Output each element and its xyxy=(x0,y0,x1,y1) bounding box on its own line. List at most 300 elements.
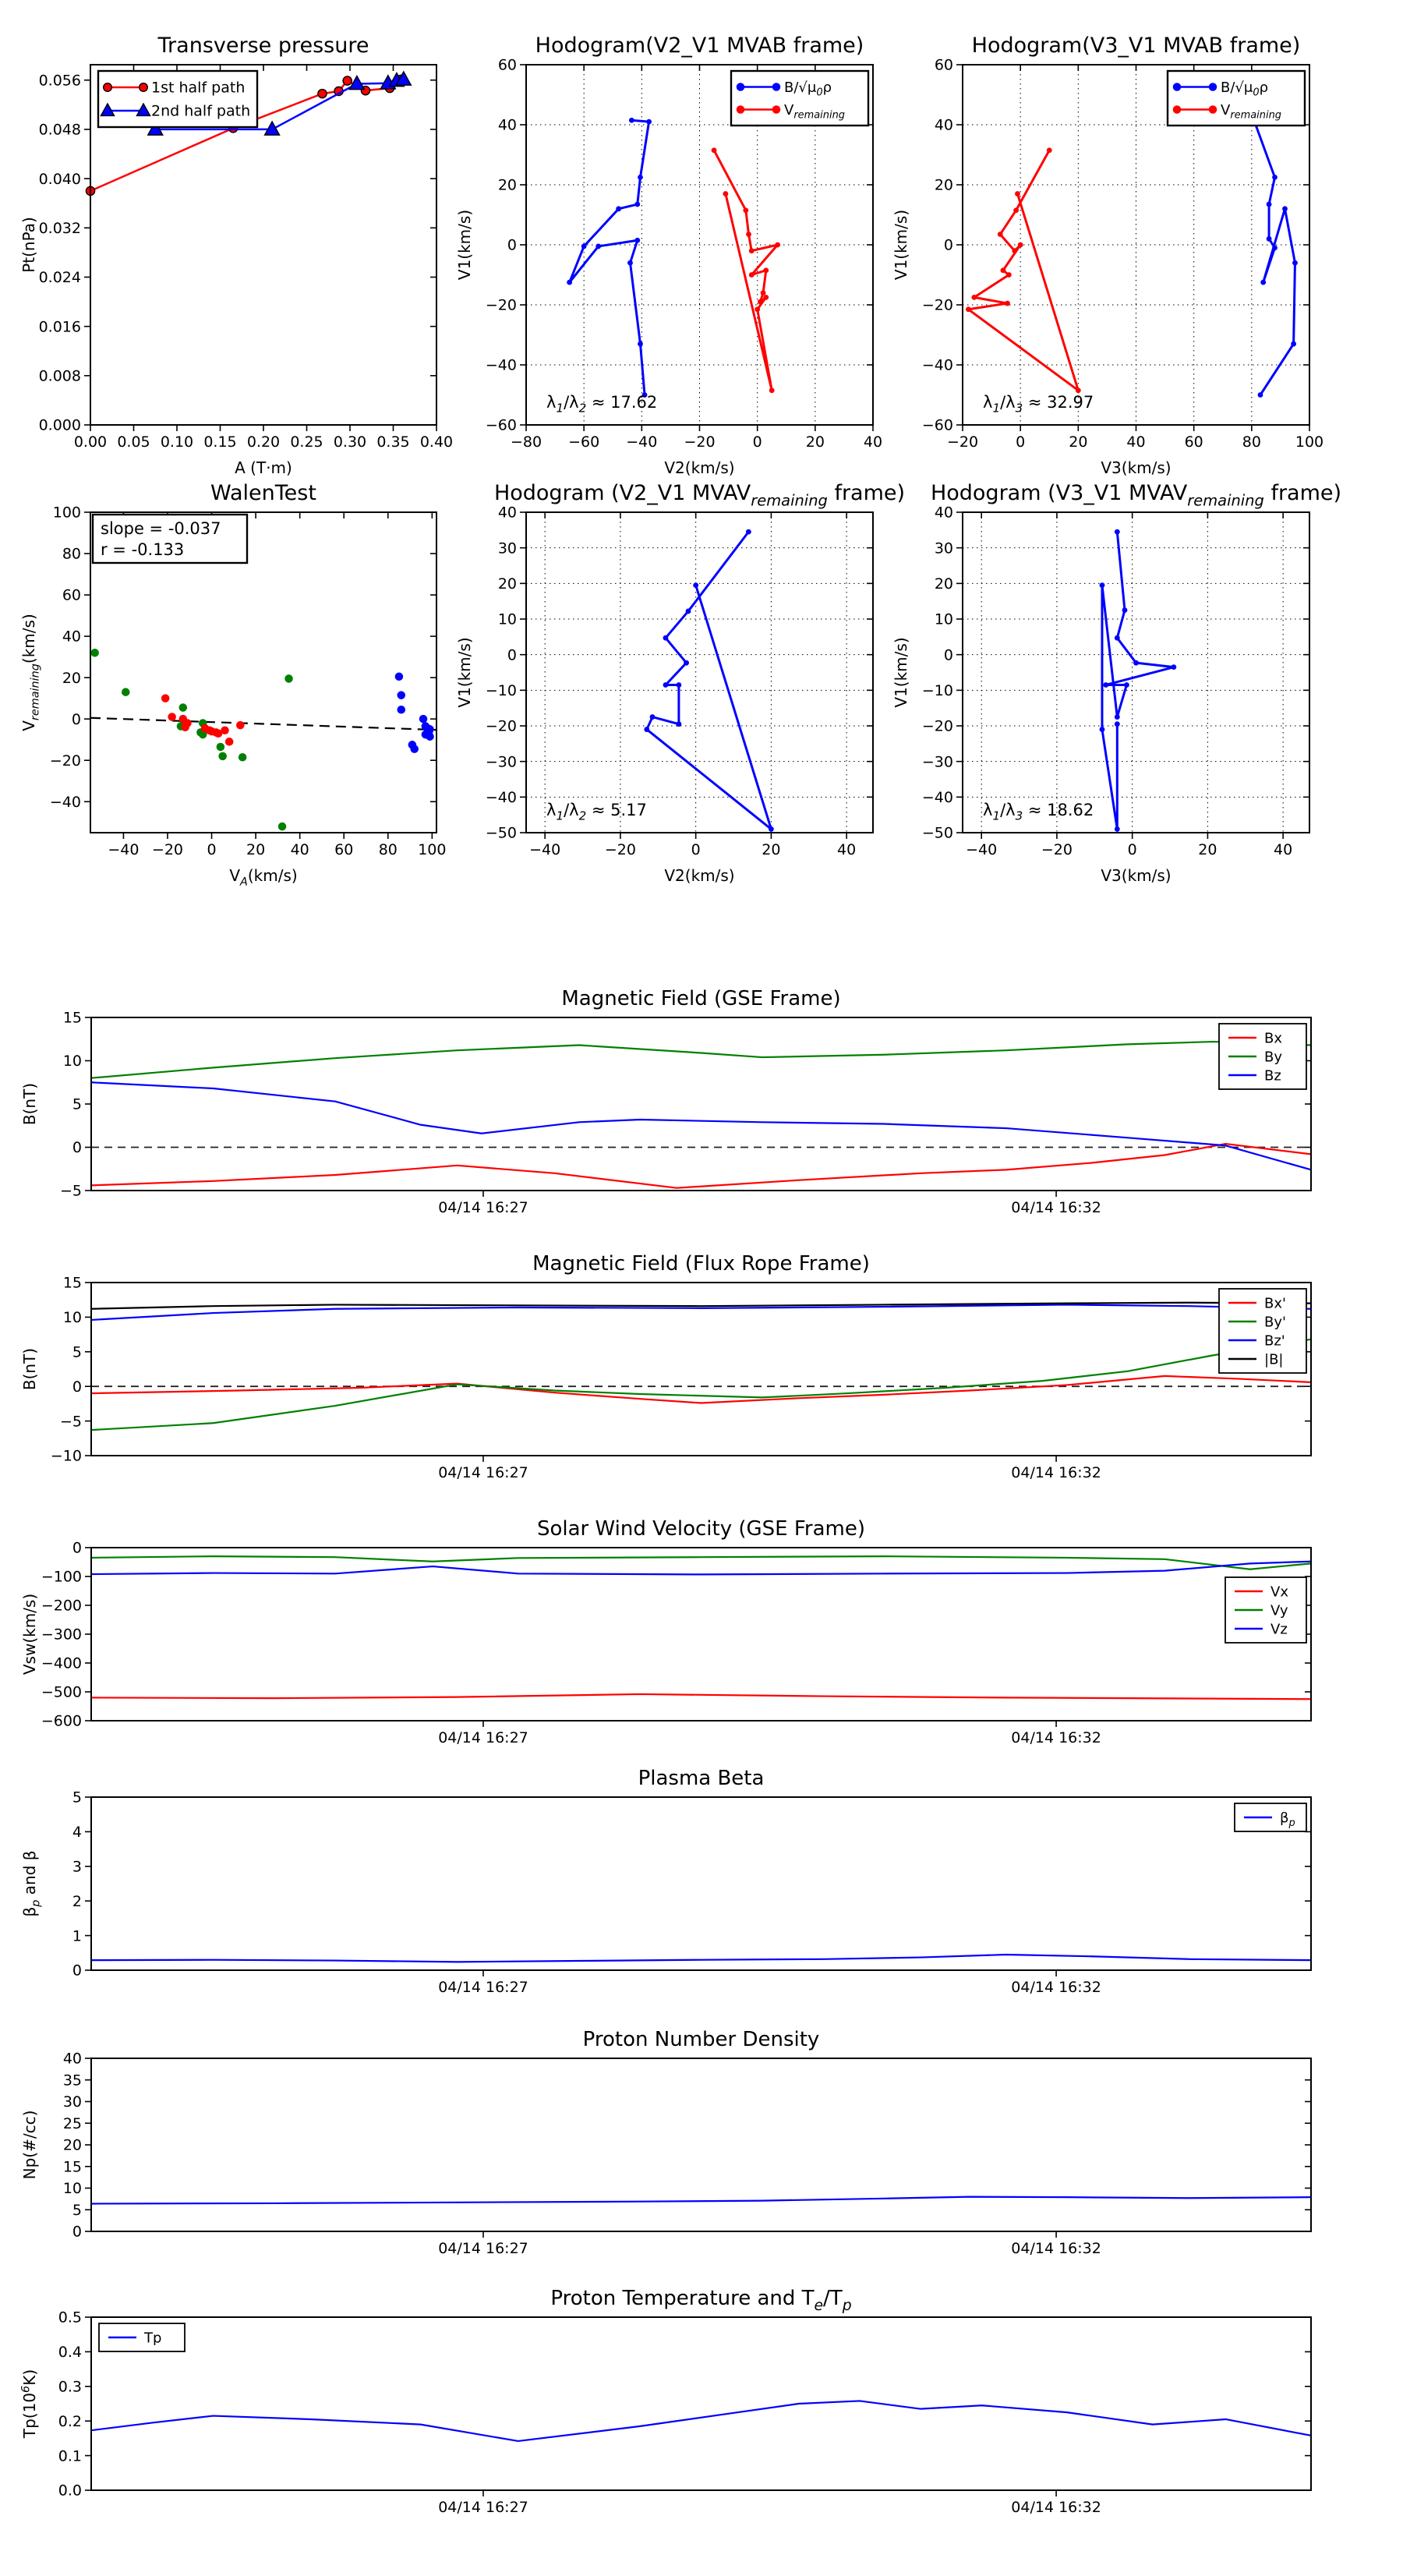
circle-marker xyxy=(410,745,419,753)
panel-transverse-pressure xyxy=(19,34,453,477)
y-tick-label: 2 xyxy=(72,1892,82,1910)
series-tp xyxy=(91,2401,1311,2441)
circle-marker xyxy=(772,83,781,91)
circle-marker xyxy=(1209,83,1217,91)
circle-marker xyxy=(629,118,634,123)
circle-marker xyxy=(758,299,763,305)
circle-marker xyxy=(663,682,669,688)
x-tick-label: 20 xyxy=(246,841,266,859)
x-tick-label: 04/14 16:27 xyxy=(438,1729,528,1747)
panel-hodogram-v3v1-mvab xyxy=(892,34,1323,477)
y-tick-label: 0.1 xyxy=(58,2447,82,2465)
panel-hodogram-v2v1-mvab xyxy=(455,34,882,477)
circle-marker xyxy=(217,743,225,752)
legend xyxy=(1219,1289,1306,1373)
circle-marker xyxy=(775,242,780,248)
legend-item-label: Bx xyxy=(1264,1030,1283,1047)
x-tick-label: −20 xyxy=(1041,841,1073,859)
y-tick-label: 0.000 xyxy=(38,416,81,434)
y-tick-label: −30 xyxy=(921,753,953,771)
y-tick-label: −10 xyxy=(50,1447,82,1465)
x-tick-label: 0 xyxy=(1127,841,1137,859)
circle-marker xyxy=(712,147,717,153)
circle-marker xyxy=(397,706,405,714)
y-tick-label: −100 xyxy=(41,1568,82,1586)
axes-frame xyxy=(526,512,873,833)
axes-frame xyxy=(963,512,1309,833)
circle-marker xyxy=(278,823,287,831)
y-tick-label: 0.016 xyxy=(38,318,81,336)
circle-marker xyxy=(1001,267,1006,273)
y-tick-label: 40 xyxy=(62,628,81,646)
y-tick-label: 15 xyxy=(62,1274,82,1292)
y-tick-label: 1 xyxy=(72,1927,82,1945)
x-tick-label: 04/14 16:27 xyxy=(438,2499,528,2517)
series-bx xyxy=(91,1144,1311,1188)
series-bx- xyxy=(91,1376,1311,1403)
y-tick-label: 10 xyxy=(62,1053,82,1070)
circle-marker xyxy=(1115,721,1120,727)
x-tick-label: 80 xyxy=(1242,433,1261,451)
y-tick-label: 5 xyxy=(72,1789,82,1806)
circle-marker xyxy=(284,674,293,683)
circle-marker xyxy=(1103,682,1108,688)
legend-item-label: $B/√\mu_0\rho$ xyxy=(1221,79,1269,99)
x-tick-label: 20 xyxy=(1198,841,1217,859)
y-tick-label: 25 xyxy=(62,2114,82,2132)
x-tick-label: 60 xyxy=(1184,433,1203,451)
circle-marker xyxy=(966,306,971,312)
circle-marker xyxy=(769,387,775,393)
y-tick-label: 10 xyxy=(934,610,953,628)
circle-marker xyxy=(181,723,189,731)
circle-marker xyxy=(737,83,745,91)
circle-marker xyxy=(749,272,755,278)
x-tick-label: −20 xyxy=(684,433,716,451)
panel-b-fluxrope xyxy=(20,1252,1311,1481)
circle-marker xyxy=(1115,826,1120,832)
circle-marker xyxy=(634,202,640,207)
y-axis-label: $Tp(10^6K)$ xyxy=(19,2369,39,2439)
y-tick-label: −40 xyxy=(485,356,517,374)
circle-marker xyxy=(638,341,643,347)
y-tick-label: 3 xyxy=(72,1858,82,1876)
circle-marker xyxy=(746,232,751,237)
circle-marker xyxy=(971,295,977,300)
x-tick-label: 100 xyxy=(1295,433,1324,451)
circle-marker xyxy=(1047,147,1052,153)
circle-marker xyxy=(1122,607,1128,613)
y-tick-label: 5 xyxy=(72,1095,82,1113)
lambda-annotation: $\lambda_1/\lambda_3 \approx 32.97$ xyxy=(983,393,1094,416)
circle-marker xyxy=(755,306,760,312)
circle-marker xyxy=(1015,191,1020,196)
circle-marker xyxy=(772,105,781,114)
axes-frame xyxy=(91,1797,1311,1970)
y-tick-label: −20 xyxy=(485,717,517,735)
legend xyxy=(1225,1577,1306,1643)
y-tick-label: −40 xyxy=(921,356,953,374)
circle-marker xyxy=(693,582,698,588)
legend-item-label: |B| xyxy=(1264,1351,1284,1368)
x-tick-label: 40 xyxy=(290,841,309,859)
x-tick-label: 0.00 xyxy=(73,433,108,451)
circle-marker xyxy=(1171,664,1176,670)
ticks xyxy=(60,1010,1311,1217)
x-tick-label: 0.40 xyxy=(419,433,454,451)
y-tick-label: −50 xyxy=(485,824,517,842)
axes-frame xyxy=(91,2058,1311,2231)
ticks xyxy=(58,2309,1311,2517)
x-tick-label: 04/14 16:32 xyxy=(1011,1464,1101,1482)
x-tick-label: 0 xyxy=(1016,433,1026,451)
y-tick-label: −50 xyxy=(921,824,953,842)
x-tick-label: −20 xyxy=(946,433,979,451)
series-by- xyxy=(91,1339,1311,1430)
panel-title: Plasma Beta xyxy=(638,1767,765,1790)
y-tick-label: 0.4 xyxy=(58,2344,82,2362)
panel-plasma-beta xyxy=(20,1767,1311,1996)
y-tick-label: 30 xyxy=(497,540,517,557)
circle-marker xyxy=(236,721,245,730)
y-tick-label: 0.2 xyxy=(58,2412,82,2430)
circle-marker xyxy=(650,714,656,720)
circle-marker xyxy=(644,727,649,732)
circle-marker xyxy=(567,280,572,285)
y-axis-label: V1(km/s) xyxy=(455,209,474,281)
circle-marker xyxy=(1012,248,1017,253)
series-v-remaining xyxy=(966,147,1081,393)
y-tick-label: 0 xyxy=(507,646,517,664)
series-vy xyxy=(91,1556,1311,1569)
x-tick-label: 04/14 16:32 xyxy=(1011,1979,1101,1997)
circle-marker xyxy=(179,703,188,712)
circle-marker xyxy=(1124,682,1129,688)
y-tick-label: 80 xyxy=(62,545,81,563)
y-axis-label: B(nT) xyxy=(20,1347,39,1391)
y-tick-label: 0.024 xyxy=(38,269,81,287)
legend-item-label: Vz xyxy=(1270,1621,1288,1638)
y-axis-label: Vsw(km/s) xyxy=(20,1593,39,1675)
y-tick-label: −200 xyxy=(41,1597,82,1615)
legend-item-label: Vx xyxy=(1270,1583,1288,1601)
series-b-alfven xyxy=(567,118,652,398)
triangle-marker xyxy=(265,122,280,135)
panel-title: Hodogram (V3_V1 $MVAV_{remaining}$ frame) xyxy=(930,481,1342,510)
lambda-annotation: $\lambda_1/\lambda_2 \approx 17.62$ xyxy=(546,393,658,416)
series-v-hodogram xyxy=(1100,529,1177,832)
legend xyxy=(731,71,868,126)
y-tick-label: 100 xyxy=(52,504,81,522)
x-tick-label: −20 xyxy=(151,841,184,859)
circle-marker xyxy=(646,119,652,125)
panel-title: Magnetic Field (Flux Rope Frame) xyxy=(532,1252,870,1276)
circle-marker xyxy=(426,732,434,741)
series-v-hodogram xyxy=(644,529,773,832)
circle-marker xyxy=(104,83,112,92)
panel-title: Hodogram(V3_V1 MVAB frame) xyxy=(971,34,1301,58)
legend-item-label: $V_{remaining}$ xyxy=(1221,101,1282,122)
x-tick-label: −80 xyxy=(510,433,542,451)
circle-marker xyxy=(1100,727,1105,732)
x-axis-label: A (T·m) xyxy=(235,458,292,477)
x-tick-label: 100 xyxy=(418,841,447,859)
y-tick-label: 0 xyxy=(72,2223,82,2241)
circle-marker xyxy=(1209,105,1217,114)
x-tick-label: 40 xyxy=(837,841,857,859)
circle-marker xyxy=(218,752,227,761)
circle-marker xyxy=(1173,105,1182,114)
x-tick-label: 60 xyxy=(334,841,354,859)
circle-marker xyxy=(684,660,689,666)
y-tick-label: −20 xyxy=(49,752,81,770)
circle-marker xyxy=(743,207,748,213)
legend-item-label: By' xyxy=(1264,1314,1286,1331)
y-tick-label: 20 xyxy=(934,575,953,593)
circle-marker xyxy=(634,238,640,243)
grid xyxy=(526,512,873,833)
circle-marker xyxy=(761,290,766,295)
legend-item-label: 2nd half path xyxy=(151,102,251,120)
circle-marker xyxy=(1115,714,1120,720)
circle-marker xyxy=(1018,242,1023,248)
circle-marker xyxy=(1100,582,1105,588)
y-tick-label: −600 xyxy=(41,1712,82,1730)
legend xyxy=(98,71,257,127)
series-vx xyxy=(91,1694,1311,1699)
legend-item-label: By xyxy=(1264,1049,1283,1066)
circle-marker xyxy=(737,105,745,114)
legend-item-label: $B/√\mu_0\rho$ xyxy=(784,79,832,99)
y-tick-label: 40 xyxy=(934,504,953,522)
legend-item-label: Vy xyxy=(1270,1602,1288,1619)
panel-title: Proton Temperature and $T_e/T_p$ xyxy=(550,2287,852,2315)
circle-marker xyxy=(676,721,681,727)
y-tick-label: 0.008 xyxy=(38,367,81,385)
y-tick-label: −5 xyxy=(59,1413,82,1431)
y-tick-label: 60 xyxy=(934,56,953,74)
y-tick-label: 0 xyxy=(72,1139,82,1157)
y-tick-label: 0.048 xyxy=(38,121,81,139)
y-tick-label: −40 xyxy=(49,793,81,811)
x-tick-label: 0.30 xyxy=(333,433,367,451)
x-axis-label: V2(km/s) xyxy=(664,458,735,477)
x-tick-label: 20 xyxy=(762,841,781,859)
x-tick-label: 04/14 16:27 xyxy=(438,1199,528,1217)
circle-marker xyxy=(1006,272,1012,278)
circle-marker xyxy=(419,715,428,724)
lambda-annotation: $\lambda_1/\lambda_3 \approx 18.62$ xyxy=(983,801,1094,823)
y-tick-label: 0 xyxy=(507,236,517,254)
y-tick-label: −60 xyxy=(921,416,953,434)
circle-marker xyxy=(1272,245,1278,250)
y-tick-label: −400 xyxy=(41,1654,82,1672)
y-axis-label: V1(km/s) xyxy=(455,637,474,708)
y-tick-label: −300 xyxy=(41,1626,82,1644)
y-tick-label: 5 xyxy=(72,2201,82,2219)
legend xyxy=(1168,71,1305,126)
circle-marker xyxy=(1282,206,1288,211)
panel-proton-temperature xyxy=(19,2287,1311,2516)
x-tick-label: 04/14 16:32 xyxy=(1011,2240,1101,2258)
legend-item-label: $V_{remaining}$ xyxy=(784,101,846,122)
circle-marker xyxy=(746,529,751,535)
stats-note-box xyxy=(93,515,247,563)
ticks xyxy=(486,504,873,859)
y-tick-label: 20 xyxy=(497,176,517,194)
note-line: slope = -0.037 xyxy=(101,519,221,538)
series-bz- xyxy=(91,1304,1311,1320)
panel-walen-test xyxy=(19,481,446,888)
y-tick-label: 0.3 xyxy=(58,2378,82,2396)
x-tick-label: 80 xyxy=(378,841,398,859)
axes-frame xyxy=(91,2317,1311,2490)
panel-title: Magnetic Field (GSE Frame) xyxy=(561,987,841,1010)
y-tick-label: 60 xyxy=(62,586,81,604)
legend-item-label: Bz xyxy=(1264,1067,1281,1085)
circle-marker xyxy=(1291,341,1296,347)
panel-title: WalenTest xyxy=(210,481,316,505)
x-tick-label: −40 xyxy=(626,433,658,451)
y-tick-label: 10 xyxy=(497,610,517,628)
circle-marker xyxy=(763,267,769,273)
x-tick-label: 04/14 16:32 xyxy=(1011,1199,1101,1217)
panel-title: Solar Wind Velocity (GSE Frame) xyxy=(536,1517,866,1541)
x-tick-label: 0 xyxy=(752,433,762,451)
series-by xyxy=(91,1042,1311,1078)
circle-marker xyxy=(318,90,327,98)
y-tick-label: 0.0 xyxy=(58,2482,82,2500)
y-tick-label: 20 xyxy=(62,2136,82,2154)
x-tick-label: −40 xyxy=(108,841,140,859)
x-tick-label: 0 xyxy=(207,841,217,859)
lambda-annotation: $\lambda_1/\lambda_2 \approx 5.17$ xyxy=(546,801,647,823)
circle-marker xyxy=(1267,236,1272,242)
y-tick-label: 35 xyxy=(62,2072,82,2089)
circle-marker xyxy=(581,244,587,249)
y-tick-label: −5 xyxy=(59,1182,82,1200)
circle-marker xyxy=(1173,83,1182,91)
series-green-points xyxy=(90,649,292,830)
circle-marker xyxy=(395,673,404,681)
x-tick-label: 0.05 xyxy=(117,433,150,451)
x-tick-label: 0.15 xyxy=(203,433,237,451)
axes-frame xyxy=(91,1017,1311,1191)
ticks xyxy=(41,1540,1311,1746)
y-tick-label: 0.5 xyxy=(58,2309,82,2327)
series-blue-points xyxy=(395,673,434,753)
circle-marker xyxy=(1005,301,1010,306)
y-tick-label: 10 xyxy=(62,2180,82,2198)
series-vz xyxy=(91,1562,1311,1575)
y-tick-label: 40 xyxy=(934,116,953,134)
y-tick-label: 40 xyxy=(497,504,517,522)
x-tick-label: 0.35 xyxy=(376,433,410,451)
panel-title: Proton Number Density xyxy=(582,2028,820,2051)
x-axis-label: V2(km/s) xyxy=(664,866,735,885)
circle-marker xyxy=(1258,392,1263,398)
legend-item-label: 1st half path xyxy=(151,79,246,97)
x-tick-label: −40 xyxy=(529,841,561,859)
circle-marker xyxy=(616,206,621,211)
panel-proton-density xyxy=(20,2028,1311,2257)
y-tick-label: 0.032 xyxy=(38,219,81,237)
panel-hodogram-v3v1-mvav xyxy=(892,481,1341,885)
circle-marker xyxy=(140,83,148,92)
x-tick-label: −60 xyxy=(568,433,600,451)
circle-marker xyxy=(595,244,601,249)
y-tick-label: 40 xyxy=(62,2050,82,2068)
series-np xyxy=(91,2197,1311,2204)
circle-marker xyxy=(723,191,728,196)
panel-title: Hodogram (V2_V1 $MVAV_{remaining}$ frame) xyxy=(493,481,906,510)
circle-marker xyxy=(663,635,669,641)
circle-marker xyxy=(676,682,681,688)
x-axis-label: $V_A(km/s)$ xyxy=(229,866,298,889)
legend-item-label: Bz' xyxy=(1264,1332,1285,1350)
panel-b-gse xyxy=(20,987,1311,1216)
legend-item-label: Bx' xyxy=(1264,1295,1286,1312)
circle-marker xyxy=(1115,635,1120,641)
x-tick-label: 20 xyxy=(1069,433,1088,451)
y-axis-label: Pt(nPa) xyxy=(19,217,38,273)
x-tick-label: 0 xyxy=(691,841,701,859)
y-tick-label: 40 xyxy=(497,116,517,134)
y-tick-label: 0 xyxy=(72,1539,82,1557)
panel-title: Hodogram(V2_V1 MVAB frame) xyxy=(535,34,864,58)
circle-marker xyxy=(225,738,234,746)
circle-marker xyxy=(161,694,170,702)
x-tick-label: 40 xyxy=(863,433,883,451)
y-tick-label: 15 xyxy=(62,1009,82,1027)
y-tick-label: 20 xyxy=(497,575,517,593)
circle-marker xyxy=(769,826,774,832)
y-tick-label: 5 xyxy=(72,1343,82,1361)
circle-marker xyxy=(90,649,99,657)
y-tick-label: 60 xyxy=(497,56,517,74)
y-tick-label: 0 xyxy=(71,710,81,728)
y-tick-label: −40 xyxy=(921,788,953,806)
circle-marker xyxy=(122,688,130,696)
circle-marker xyxy=(1013,207,1019,213)
panel-vsw-gse xyxy=(20,1517,1311,1746)
ticks xyxy=(72,1789,1311,1997)
circle-marker xyxy=(168,713,176,721)
y-tick-label: 15 xyxy=(62,2158,82,2176)
circle-marker xyxy=(1292,260,1298,266)
legend xyxy=(1219,1024,1306,1089)
y-axis-label: $\beta_p$ and β xyxy=(20,1850,43,1917)
ticks xyxy=(63,2051,1311,2258)
x-axis-label: V3(km/s) xyxy=(1101,866,1172,885)
legend xyxy=(99,2323,185,2351)
y-tick-label: 0.056 xyxy=(38,72,81,90)
circle-marker xyxy=(221,726,229,734)
y-tick-label: 10 xyxy=(62,1309,82,1327)
circle-marker xyxy=(627,260,633,266)
circle-marker xyxy=(998,232,1003,237)
circle-marker xyxy=(239,753,247,762)
circle-marker xyxy=(749,248,755,253)
y-axis-label: B(nT) xyxy=(20,1082,39,1126)
y-tick-label: 0 xyxy=(943,646,953,664)
y-tick-label: −10 xyxy=(921,681,953,699)
x-tick-label: 0.10 xyxy=(160,433,194,451)
x-tick-label: 04/14 16:32 xyxy=(1011,1729,1101,1747)
y-tick-label: −60 xyxy=(485,416,517,434)
fit-line xyxy=(90,718,436,730)
y-tick-label: 20 xyxy=(62,669,81,687)
